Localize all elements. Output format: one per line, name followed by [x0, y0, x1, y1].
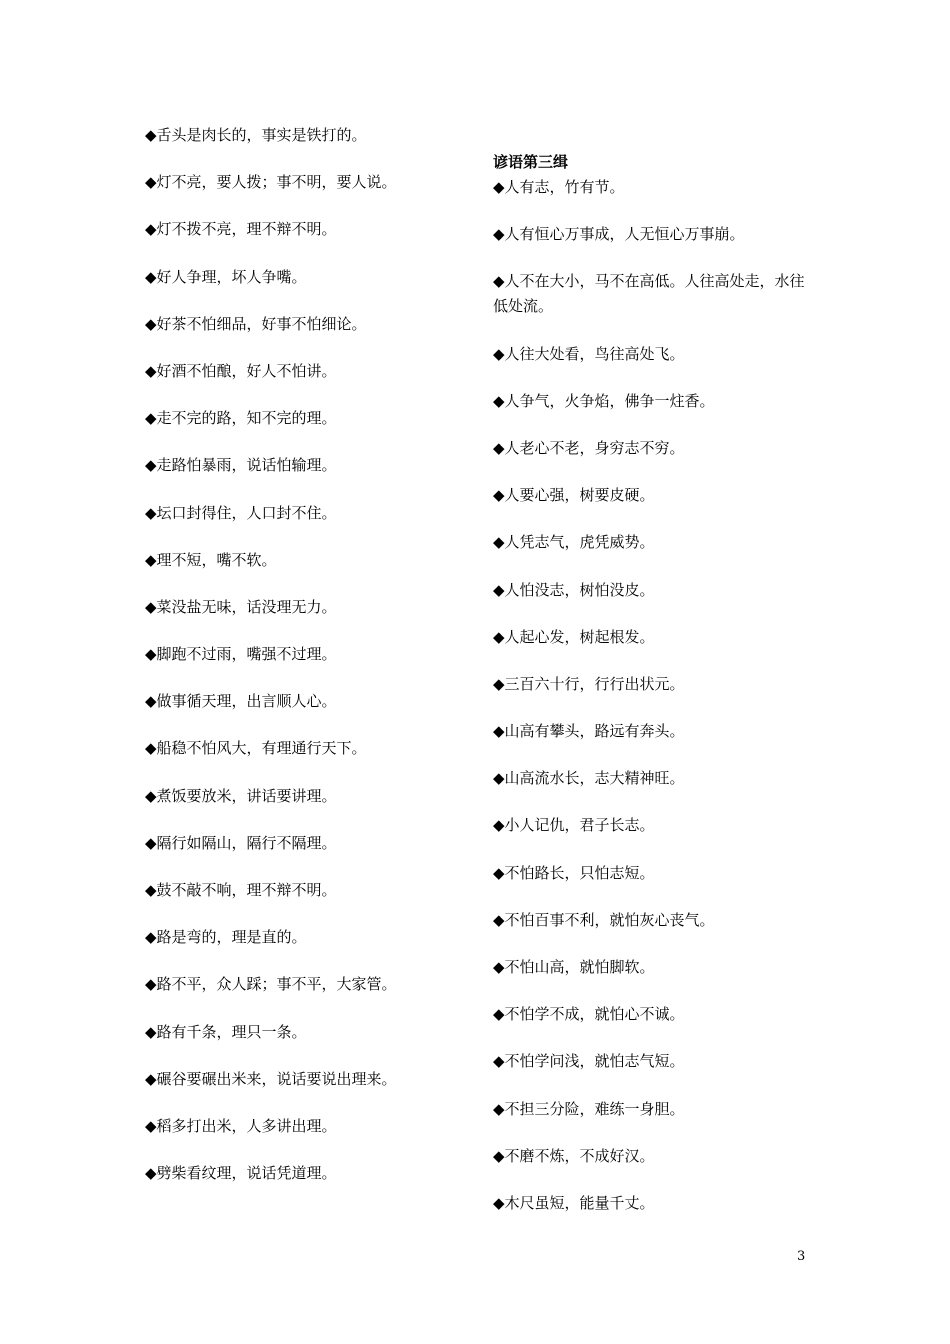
proverb-item: ◆稻多打出米，人多讲出理。 — [145, 1116, 337, 1135]
proverb-item: ◆人不在大小，马不在高低。人往高处走，水往低处流。 — [493, 272, 805, 316]
proverb-item: ◆路有千条，理只一条。 — [145, 1022, 307, 1041]
left-column — [145, 123, 475, 1208]
proverb-item: ◆脚跑不过雨，嘴强不过理。 — [145, 645, 337, 664]
proverb-item: ◆人有志，竹有节。 — [493, 178, 625, 196]
proverb-list-left — [145, 123, 475, 1186]
section-title: 谚语第三缉 — [493, 153, 569, 171]
proverb-item: ◆灯不拨不亮，理不辩不明。 — [145, 220, 337, 239]
proverb-item: ◆船稳不怕风大，有理通行天下。 — [145, 739, 367, 758]
proverb-item: ◆做事循天理，出言顺人心。 — [145, 692, 337, 711]
proverb-item: ◆小人记仇，君子长志。 — [493, 816, 655, 835]
proverb-item: ◆人起心发，树起根发。 — [493, 627, 655, 646]
proverb-item: ◆隔行如隔山，隔行不隔理。 — [145, 833, 337, 852]
proverb-item: ◆人往大处看，鸟往高处飞。 — [493, 344, 685, 363]
proverb-item: ◆好茶不怕细品，好事不怕细论。 — [145, 314, 367, 333]
proverb-item: ◆不怕学不成，就怕心不诚。 — [493, 1005, 685, 1024]
proverb-item: ◆路是弯的，理是直的。 — [145, 928, 307, 947]
proverb-item: ◆不怕百事不利，就怕灰心丧气。 — [493, 910, 715, 929]
proverb-item: ◆人老心不老，身穷志不穷。 — [493, 438, 685, 457]
proverb-item: ◆鼓不敲不响，理不辩不明。 — [145, 881, 337, 899]
proverb-item: ◆好人争理，坏人争嘴。 — [145, 267, 307, 286]
proverb-item: ◆菜没盐无味，话没理无力。 — [145, 597, 337, 616]
proverb-item: ◆好酒不怕酿，好人不怕讲。 — [145, 361, 337, 380]
proverb-item: ◆走路怕暴雨，说话怕输理。 — [145, 456, 337, 475]
proverb-item: ◆三百六十行，行行出状元。 — [493, 674, 685, 693]
proverb-item: ◆人怕没志，树怕没皮。 — [493, 580, 655, 599]
proverb-item: ◆不磨不炼，不成好汉。 — [493, 1146, 655, 1165]
proverb-item: ◆碾谷要碾出米来，说话要说出理来。 — [145, 1069, 397, 1088]
proverb-item: ◆不怕山高，就怕脚软。 — [493, 958, 655, 976]
proverb-item: ◆人有恒心万事成，人无恒心万事崩。 — [493, 225, 745, 244]
proverb-item: ◆山高有攀头，路远有奔头。 — [493, 722, 685, 741]
proverb-item: ◆理不短，嘴不软。 — [145, 550, 277, 569]
proverb-item: ◆舌头是肉长的，事实是铁打的。 — [145, 126, 367, 144]
proverb-item: ◆煮饭要放米，讲话要讲理。 — [145, 786, 337, 805]
proverb-item: ◆灯不亮，要人拨；事不明，要人说。 — [145, 173, 397, 192]
proverb-item: ◆人争气，火争焰，佛争一炷香。 — [493, 391, 715, 410]
page-number: 3 — [797, 1249, 806, 1264]
proverb-item: ◆人凭志气，虎凭威势。 — [493, 533, 655, 552]
proverb-item: ◆木尺虽短，能量千丈。 — [493, 1193, 655, 1212]
proverb-item: ◆山高流水长，志大精神旺。 — [493, 769, 685, 788]
proverb-item: ◆不怕学问浅，就怕志气短。 — [493, 1052, 685, 1071]
proverb-item: ◆劈柴看纹理，说话凭道理。 — [145, 1164, 337, 1183]
proverb-item: ◆坛口封得住，人口封不住。 — [145, 503, 337, 522]
proverb-list-right — [493, 175, 823, 1216]
proverb-item: ◆不担三分险，难练一身胆。 — [493, 1099, 685, 1118]
proverb-item: ◆路不平，众人踩；事不平，大家管。 — [145, 975, 397, 994]
proverb-item: ◆不怕路长，只怕志短。 — [493, 863, 655, 882]
proverb-item: ◆人要心强，树要皮硬。 — [493, 486, 655, 505]
right-column — [493, 150, 823, 1238]
proverb-item: ◆走不完的路，知不完的理。 — [145, 409, 337, 428]
